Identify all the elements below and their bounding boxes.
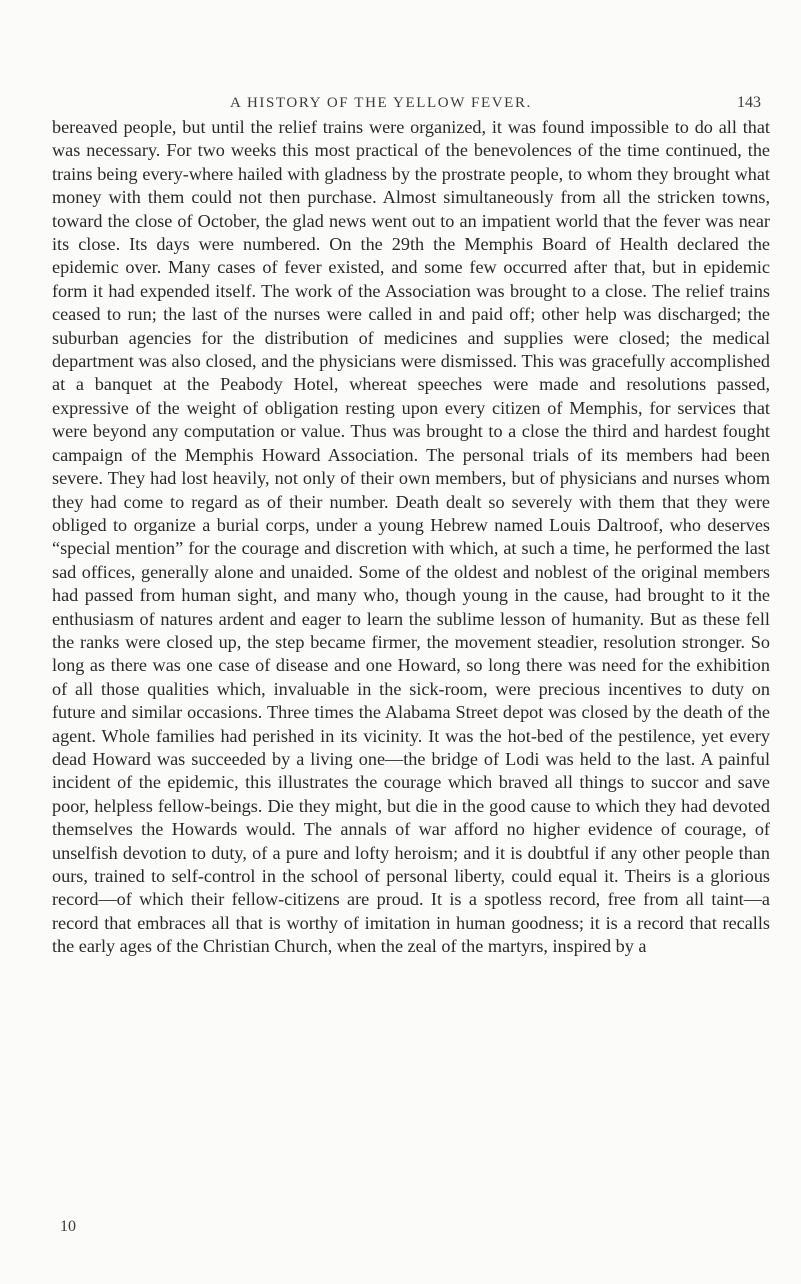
- signature-mark: 10: [60, 1218, 76, 1235]
- body-text: [52, 116, 770, 959]
- page-number: 143: [737, 94, 761, 111]
- running-title: A HISTORY OF THE YELLOW FEVER.: [230, 95, 532, 111]
- paragraph: bereaved people, but until the relief trains were organized, it was found impossible to do all that was necessary. For two weeks this most practical of the benevolences of the time continued, the trains being every-where hailed with gladness by the prostrate people, to whom they brought what money with them could not then purchase. Almost simultaneously from all the stricken towns, toward the close of October, the glad news went out to an impatient world that the fever was near its close. Its days were numbered. On the 29th the Memphis Board of Health declared the epidemic over. Many cases of fever existed, and some few occurred after that, but in epidemic form it had expended itself. The work of the Association was brought to a close. The relief trains ceased to run; the last of the nurses were called in and paid off; other help was discharged; the suburban agencies for the distribution of medicines and supplies were closed; the medical department was also closed, and the physicians were dismissed. This was gracefully accomplished at a banquet at the Peabody Hotel, whereat speeches were made and resolutions passed, expressive of the weight of obligation resting upon every citizen of Memphis, for services that were beyond any computation or value. Thus was brought to a close the third and hardest fought campaign of the Memphis Howard Association. The personal trials of its members had been severe. They had lost heavily, not only of their own members, but of physicians and nurses whom they had come to regard as of their number. Death dealt so severely with them that they were obliged to organize a burial corps, under a young Hebrew named Louis Daltroof, who deserves “special mention” for the courage and discretion with which, at such a time, he performed the last sad offices, generally alone and unaided. Some of the oldest and noblest of the original members had passed from human sight, and many who, though young in the cause, had brought to it the enthusiasm of natures ardent and eager to learn the sublime lesson of humanity. But as these fell the ranks were closed up, the step became firmer, the movement steadier, resolution stronger. So long as there was one case of disease and one Howard, so long there was need for the exhibition of all those qualities which, invaluable in the sick-room, were precious incentives to duty on future and similar occasions. Three times the Alabama Street depot was closed by the death of the agent. Whole families had perished in its vicinity. It was the hot-bed of the pestilence, yet every dead Howard was succeeded by a living one—the bridge of Lodi was held to the last. A painful incident of the epidemic, this illustrates the courage which braved all things to succor and save poor, helpless fellow-beings. Die they might, but die in the good cause to which they had devoted themselves the Howards would. The annals of war afford no higher evidence of courage, of unselfish devotion to duty, of a pure and lofty heroism; and it is doubtful if any other people than ours, trained to self-control in the school of personal liberty, could equal it. Theirs is a glorious record—of which their fellow-citizens are proud. It is a spotless record, free from all taint—a record that embraces all that is worthy of imitation in human goodness; it is a record that recalls the early ages of the Christian Church, when the zeal of the martyrs, inspired by a: [52, 117, 770, 957]
